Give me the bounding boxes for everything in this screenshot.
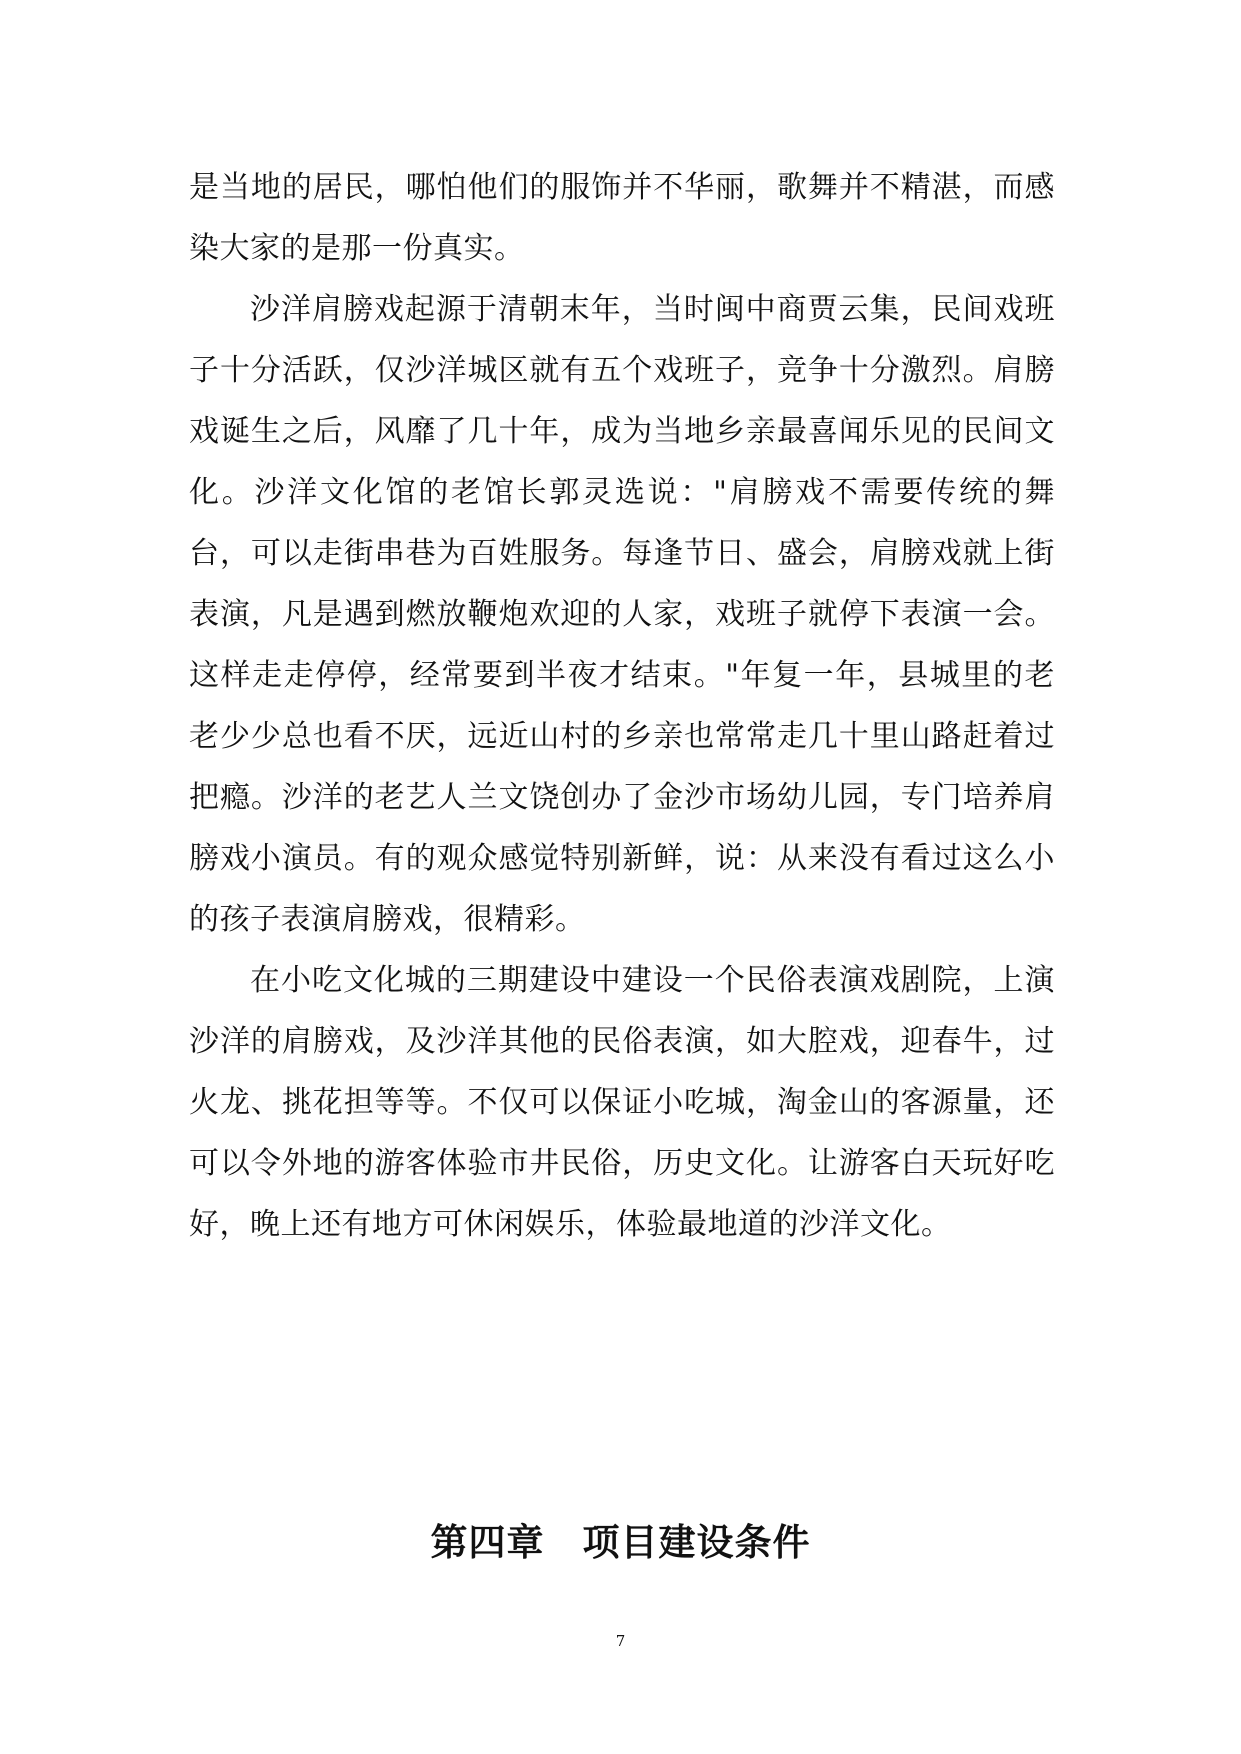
paragraph-continuation: 是当地的居民，哪怕他们的服饰并不华丽，歌舞并不精湛，而感染大家的是那一份真实。 <box>189 170 1055 266</box>
body-text <box>189 157 1055 1255</box>
page-number: 7 <box>615 1632 626 1650</box>
paragraph-shoulder-opera: 沙洋肩膀戏起源于清朝末年，当时闽中商贾云集，民间戏班子十分活跃，仅沙洋城区就有五个戏班子，竞争十分激烈。肩膀戏诞生之后，风靡了几十年，成为当地乡亲最喜闻乐见的民间文化。沙洋文化馆的老馆长郭灵选说："肩膀戏不需要传统的舞台，可以走街串巷为百姓服务。每逢节日、盛会，肩膀戏就上街表演，凡是遇到燃放鞭炮欢迎的人家，戏班子就停下表演一会。这样走走停停，经常要到半夜才结束。"年复一年，县城里的老老少少总也看不厌，远近山村的乡亲也常常走几十里山路赶着过把瘾。沙洋的老艺人兰文饶创办了金沙市场幼儿园，专门培养肩膀戏小演员。有的观众感觉特别新鲜，说：从来没有看过这么小的孩子表演肩膀戏，很精彩。 <box>189 292 1055 937</box>
chapter-title: 第四章 项目建设条件 <box>430 1520 811 1564</box>
paragraph-theater-plan: 在小吃文化城的三期建设中建设一个民俗表演戏剧院，上演沙洋的肩膀戏，及沙洋其他的民俗表演，如大腔戏，迎春牛，过火龙、挑花担等等。不仅可以保证小吃城，淘金山的客源量，还可以令外地的游客体验市井民俗，历史文化。让游客白天玩好吃好，晚上还有地方可休闲娱乐，体验最地道的沙洋文化。 <box>189 963 1055 1242</box>
